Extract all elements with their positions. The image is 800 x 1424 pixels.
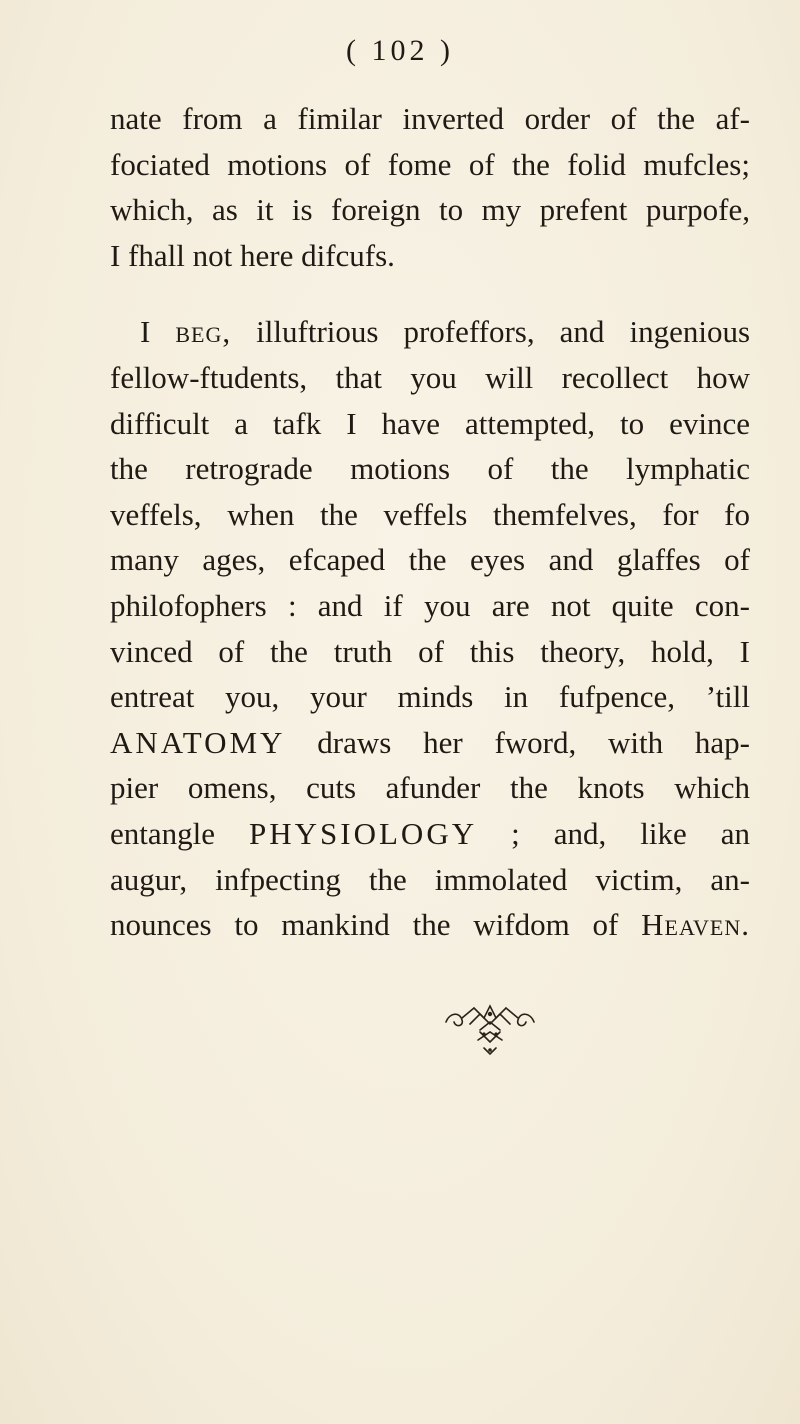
body-text xyxy=(110,96,750,948)
small-caps-word: Heaven. xyxy=(641,907,751,943)
text-line: difficult a tafk I have attempted, to evince xyxy=(110,405,750,441)
text-line: the retrograde motions of the lymphatic xyxy=(110,451,750,487)
tailpiece-ornament-icon xyxy=(440,1000,540,1056)
text-line: pier omens, cuts afunder the knots which xyxy=(110,770,750,806)
text-line xyxy=(110,720,750,766)
text-line: fellow-ftudents, that you will recollect how xyxy=(110,359,750,395)
text-line xyxy=(110,309,750,355)
text-line: nate from a fimilar inverted order of the af- xyxy=(110,101,750,136)
drop-initial: I xyxy=(140,314,151,350)
text-line: veffels, when the veffels themfelves, for fo xyxy=(110,496,750,532)
text-line: entreat you, your minds in fufpence, ’till xyxy=(110,679,750,715)
text-line: which, as it is foreign to my prefent purpofe, xyxy=(110,192,750,228)
text-line: augur, infpecting the immolated victim, an- xyxy=(110,861,750,897)
paragraph-gap xyxy=(110,278,750,309)
text-line xyxy=(110,902,750,948)
text-line: fociated motions of fome of the folid mufcles; xyxy=(110,146,750,182)
text-line: I fhall not here difcufs. xyxy=(110,237,395,273)
text-fragment: illuftrious profeffors, and ingenious xyxy=(256,314,751,350)
text-line xyxy=(110,811,750,857)
text-fragment: entangle xyxy=(110,815,216,851)
caps-word: PHYSIOLOGY xyxy=(249,815,478,851)
text-line: vinced of the truth of this theory, hold, I xyxy=(110,633,750,669)
caps-word: ANATOMY xyxy=(110,724,286,760)
text-fragment: nounces to mankind the wifdom of xyxy=(110,907,619,943)
text-line: many ages, efcaped the eyes and glaffes of xyxy=(110,542,750,578)
text-line: philofophers : and if you are not quite con- xyxy=(110,587,750,623)
small-caps-word: beg, xyxy=(175,314,232,350)
page-number: ( 102 ) xyxy=(346,34,454,67)
text-fragment: ; and, like an xyxy=(511,815,751,851)
text-fragment: draws her fword, with hap- xyxy=(317,724,750,760)
